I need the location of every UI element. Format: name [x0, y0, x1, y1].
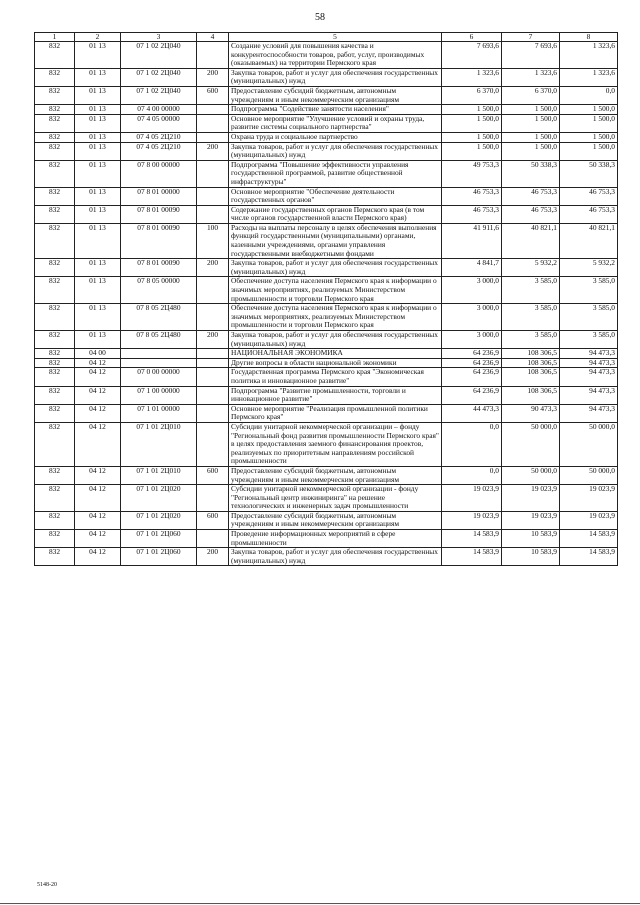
- table-row: [35, 132, 618, 142]
- cell-amount-2023: 5 932,2: [560, 259, 618, 277]
- cell-amount-2022: 6 370,0: [502, 86, 560, 104]
- table-row: [35, 223, 618, 258]
- cell-name: Государственная программа Пермского края "Экономическая политика и инновационное развитие": [229, 368, 442, 386]
- cell-amount-2022: 5 932,2: [502, 259, 560, 277]
- cell-amount-2021: 4 841,7: [442, 259, 502, 277]
- cell-amount-2022: 46 753,3: [502, 187, 560, 205]
- cell-target-article: 07 8 01 00000: [121, 187, 197, 205]
- cell-name: Обеспечение доступа населения Пермского края к информации о значимых мероприятиях, реализуемых Министерством промышленности и торговли Пермского края: [229, 304, 442, 331]
- cell-name: Другие вопросы в области национальной экономики: [229, 358, 442, 368]
- cell-department: 832: [35, 368, 75, 386]
- cell-department: 832: [35, 358, 75, 368]
- cell-section: 04 00: [75, 349, 121, 359]
- cell-amount-2021: 41 911,6: [442, 223, 502, 258]
- cell-amount-2021: 14 583,9: [442, 548, 502, 566]
- cell-department: 832: [35, 331, 75, 349]
- cell-department: 832: [35, 422, 75, 466]
- bottom-rule: [0, 903, 640, 904]
- cell-name: Предоставление субсидий бюджетным, автономным учреждениям и иным некоммерческим организациям: [229, 511, 442, 529]
- header-cell: 1: [35, 33, 75, 42]
- cell-name: Предоставление субсидий бюджетным, автономным учреждениям и иным некоммерческим организациям: [229, 466, 442, 484]
- cell-amount-2021: 64 236,9: [442, 358, 502, 368]
- cell-section: 01 13: [75, 277, 121, 304]
- cell-department: 832: [35, 114, 75, 132]
- cell-expense-type: [197, 205, 229, 223]
- cell-section: 01 13: [75, 105, 121, 115]
- cell-amount-2021: 3 000,0: [442, 331, 502, 349]
- cell-department: 832: [35, 259, 75, 277]
- cell-expense-type: [197, 422, 229, 466]
- cell-expense-type: [197, 105, 229, 115]
- table-row: [35, 205, 618, 223]
- cell-amount-2023: 50 000,0: [560, 422, 618, 466]
- table-row: [35, 68, 618, 86]
- cell-amount-2022: 1 323,6: [502, 68, 560, 86]
- cell-name: Субсидии унитарной некоммерческой организации - фонду "Региональный центр инжиниринга" на решение технологических и инженерных задач промышленности: [229, 485, 442, 512]
- cell-amount-2021: 1 500,0: [442, 142, 502, 160]
- cell-name: Подпрограмма "Повышение эффективности управления государственной программой, развитие общественной инфраструктуры": [229, 160, 442, 187]
- cell-expense-type: [197, 485, 229, 512]
- cell-amount-2023: 94 473,3: [560, 386, 618, 404]
- cell-amount-2022: 50 000,0: [502, 466, 560, 484]
- cell-target-article: 07 1 02 2Ц040: [121, 86, 197, 104]
- cell-amount-2022: 50 338,3: [502, 160, 560, 187]
- cell-section: 01 13: [75, 223, 121, 258]
- cell-amount-2022: 7 693,6: [502, 42, 560, 69]
- cell-department: 832: [35, 404, 75, 422]
- cell-amount-2023: 46 753,3: [560, 205, 618, 223]
- cell-department: 832: [35, 205, 75, 223]
- cell-amount-2021: 6 370,0: [442, 86, 502, 104]
- cell-amount-2022: 3 585,0: [502, 331, 560, 349]
- cell-target-article: 07 8 05 2Ц480: [121, 331, 197, 349]
- table-row: [35, 187, 618, 205]
- cell-expense-type: [197, 358, 229, 368]
- cell-section: 01 13: [75, 114, 121, 132]
- cell-amount-2021: 19 023,9: [442, 511, 502, 529]
- cell-amount-2022: 1 500,0: [502, 114, 560, 132]
- cell-name: Основное мероприятие "Улучшение условий и охраны труда, развитие системы социального партнерства": [229, 114, 442, 132]
- table-row: [35, 386, 618, 404]
- cell-amount-2022: 1 500,0: [502, 105, 560, 115]
- cell-target-article: 07 1 01 2Ц060: [121, 530, 197, 548]
- cell-expense-type: [197, 404, 229, 422]
- cell-amount-2023: 14 583,9: [560, 548, 618, 566]
- cell-section: 01 13: [75, 132, 121, 142]
- cell-section: 01 13: [75, 331, 121, 349]
- cell-name: Закупка товаров, работ и услуг для обеспечения государственных (муниципальных) нужд: [229, 331, 442, 349]
- cell-target-article: 07 4 05 00000: [121, 114, 197, 132]
- table-row: [35, 511, 618, 529]
- cell-section: 04 12: [75, 358, 121, 368]
- cell-expense-type: [197, 368, 229, 386]
- cell-section: 01 13: [75, 304, 121, 331]
- cell-amount-2022: 40 821,1: [502, 223, 560, 258]
- cell-amount-2021: 46 753,3: [442, 205, 502, 223]
- cell-target-article: 07 1 01 2Ц010: [121, 466, 197, 484]
- cell-amount-2023: 94 473,3: [560, 368, 618, 386]
- cell-expense-type: 200: [197, 331, 229, 349]
- cell-name: Закупка товаров, работ и услуг для обеспечения государственных (муниципальных) нужд: [229, 259, 442, 277]
- cell-amount-2022: 3 585,0: [502, 277, 560, 304]
- cell-expense-type: 200: [197, 142, 229, 160]
- cell-amount-2021: 1 500,0: [442, 105, 502, 115]
- cell-amount-2023: 3 585,0: [560, 331, 618, 349]
- cell-amount-2021: 0,0: [442, 466, 502, 484]
- cell-name: Создание условий для повышения качества и конкурентоспособности товаров, работ, услуг, производимых (оказываемых) на территории Пермского края: [229, 42, 442, 69]
- table-row: [35, 259, 618, 277]
- cell-expense-type: [197, 187, 229, 205]
- cell-amount-2022: 108 306,5: [502, 368, 560, 386]
- cell-department: 832: [35, 132, 75, 142]
- cell-expense-type: [197, 132, 229, 142]
- cell-amount-2023: 50 000,0: [560, 466, 618, 484]
- cell-amount-2022: 108 306,5: [502, 358, 560, 368]
- cell-amount-2023: 14 583,9: [560, 530, 618, 548]
- cell-target-article: 07 4 05 2Ц210: [121, 132, 197, 142]
- cell-amount-2021: 46 753,3: [442, 187, 502, 205]
- table-row: [35, 349, 618, 359]
- cell-target-article: 07 8 00 00000: [121, 160, 197, 187]
- cell-name: Содержание государственных органов Пермского края (в том числе органов государственной власти Пермского края): [229, 205, 442, 223]
- cell-section: 04 12: [75, 530, 121, 548]
- table-row: [35, 331, 618, 349]
- cell-amount-2021: 19 023,9: [442, 485, 502, 512]
- cell-name: Расходы на выплаты персоналу в целях обеспечения выполнения функций государственными (муниципальными) органами, казенными учреждениями, органами управления государственными внебюджетными фондами: [229, 223, 442, 258]
- cell-amount-2022: 3 585,0: [502, 304, 560, 331]
- cell-amount-2022: 46 753,3: [502, 205, 560, 223]
- cell-amount-2022: 108 306,5: [502, 349, 560, 359]
- cell-amount-2022: 1 500,0: [502, 142, 560, 160]
- cell-department: 832: [35, 187, 75, 205]
- cell-expense-type: [197, 530, 229, 548]
- table-row: [35, 114, 618, 132]
- header-cell: 2: [75, 33, 121, 42]
- cell-amount-2021: 3 000,0: [442, 304, 502, 331]
- cell-expense-type: 600: [197, 86, 229, 104]
- table-row: [35, 548, 618, 566]
- cell-name: Обеспечение доступа населения Пермского края к информации о значимых мероприятиях, реализуемых Министерством промышленности и торговли Пермского края: [229, 277, 442, 304]
- cell-name: Субсидии унитарной некоммерческой организации – фонду "Региональный фонд развития промышленности Пермского края" в целях предоставления заемного финансирования проектов, реализуемых по приоритетным направлениям российской промышленности: [229, 422, 442, 466]
- header-cell: 5: [229, 33, 442, 42]
- cell-section: 01 13: [75, 259, 121, 277]
- cell-amount-2021: 49 753,3: [442, 160, 502, 187]
- cell-section: 01 13: [75, 86, 121, 104]
- cell-target-article: 07 1 01 2Ц020: [121, 485, 197, 512]
- cell-amount-2022: 19 023,9: [502, 511, 560, 529]
- table-row: [35, 86, 618, 104]
- header-cell: 6: [442, 33, 502, 42]
- cell-name: Проведение информационных мероприятий в сфере промышленности: [229, 530, 442, 548]
- cell-name: Охрана труда и социальное партнерство: [229, 132, 442, 142]
- table-row: [35, 277, 618, 304]
- cell-section: 01 13: [75, 205, 121, 223]
- cell-section: 01 13: [75, 68, 121, 86]
- cell-amount-2021: 64 236,9: [442, 349, 502, 359]
- cell-section: 04 12: [75, 548, 121, 566]
- cell-department: 832: [35, 386, 75, 404]
- cell-name: Закупка товаров, работ и услуг для обеспечения государственных (муниципальных) нужд: [229, 142, 442, 160]
- cell-amount-2023: 94 473,3: [560, 358, 618, 368]
- cell-target-article: 07 1 00 00000: [121, 386, 197, 404]
- cell-amount-2023: 50 338,3: [560, 160, 618, 187]
- cell-expense-type: 600: [197, 511, 229, 529]
- cell-amount-2022: 10 583,9: [502, 530, 560, 548]
- cell-amount-2021: 44 473,3: [442, 404, 502, 422]
- header-cell: 3: [121, 33, 197, 42]
- cell-amount-2023: 1 323,6: [560, 42, 618, 69]
- cell-amount-2022: 10 583,9: [502, 548, 560, 566]
- cell-target-article: 07 1 01 2Ц020: [121, 511, 197, 529]
- cell-department: 832: [35, 530, 75, 548]
- cell-department: 832: [35, 277, 75, 304]
- cell-department: 832: [35, 160, 75, 187]
- cell-amount-2021: 7 693,6: [442, 42, 502, 69]
- cell-section: 01 13: [75, 160, 121, 187]
- cell-amount-2023: 3 585,0: [560, 277, 618, 304]
- cell-expense-type: [197, 42, 229, 69]
- cell-name: Закупка товаров, работ и услуг для обеспечения государственных (муниципальных) нужд: [229, 68, 442, 86]
- cell-amount-2023: 94 473,3: [560, 349, 618, 359]
- cell-expense-type: [197, 160, 229, 187]
- cell-section: 01 13: [75, 42, 121, 69]
- cell-expense-type: [197, 386, 229, 404]
- header-cell: 7: [502, 33, 560, 42]
- cell-target-article: 07 0 00 00000: [121, 368, 197, 386]
- cell-target-article: 07 8 01 00090: [121, 259, 197, 277]
- cell-target-article: 07 1 02 2Ц040: [121, 68, 197, 86]
- table-row: [35, 304, 618, 331]
- cell-name: НАЦИОНАЛЬНАЯ ЭКОНОМИКА: [229, 349, 442, 359]
- cell-target-article: [121, 349, 197, 359]
- cell-department: 832: [35, 142, 75, 160]
- cell-expense-type: [197, 304, 229, 331]
- cell-amount-2023: 1 323,6: [560, 68, 618, 86]
- cell-section: 01 13: [75, 187, 121, 205]
- table-row: [35, 160, 618, 187]
- table-row: [35, 105, 618, 115]
- header-cell: 4: [197, 33, 229, 42]
- cell-section: 01 13: [75, 142, 121, 160]
- cell-amount-2023: 94 473,3: [560, 404, 618, 422]
- cell-expense-type: 200: [197, 548, 229, 566]
- cell-amount-2022: 108 306,5: [502, 386, 560, 404]
- cell-amount-2023: 19 023,9: [560, 511, 618, 529]
- cell-expense-type: 600: [197, 466, 229, 484]
- cell-expense-type: [197, 349, 229, 359]
- table-row: [35, 485, 618, 512]
- cell-expense-type: [197, 277, 229, 304]
- cell-amount-2023: 0,0: [560, 86, 618, 104]
- cell-section: 04 12: [75, 466, 121, 484]
- cell-target-article: 07 8 05 2Ц480: [121, 304, 197, 331]
- cell-section: 04 12: [75, 485, 121, 512]
- cell-target-article: 07 1 01 2Ц060: [121, 548, 197, 566]
- cell-target-article: 07 8 01 00090: [121, 223, 197, 258]
- cell-amount-2023: 3 585,0: [560, 304, 618, 331]
- cell-section: 04 12: [75, 422, 121, 466]
- cell-expense-type: 200: [197, 259, 229, 277]
- cell-amount-2021: 64 236,9: [442, 386, 502, 404]
- cell-department: 832: [35, 68, 75, 86]
- cell-amount-2023: 1 500,0: [560, 132, 618, 142]
- table-row: [35, 404, 618, 422]
- footer-code: 5148-20: [37, 882, 57, 888]
- cell-department: 832: [35, 349, 75, 359]
- cell-amount-2022: 50 000,0: [502, 422, 560, 466]
- page-number: 58: [315, 12, 325, 23]
- table-row: [35, 422, 618, 466]
- header-cell: 8: [560, 33, 618, 42]
- cell-name: Закупка товаров, работ и услуг для обеспечения государственных (муниципальных) нужд: [229, 548, 442, 566]
- cell-name: Основное мероприятие "Обеспечение деятельности государственных органов": [229, 187, 442, 205]
- cell-department: 832: [35, 105, 75, 115]
- cell-amount-2023: 46 753,3: [560, 187, 618, 205]
- cell-target-article: 07 1 01 00000: [121, 404, 197, 422]
- table-row: [35, 530, 618, 548]
- cell-name: Подпрограмма "Развитие промышленности, торговли и инновационное развитие": [229, 386, 442, 404]
- cell-target-article: 07 4 05 2Ц210: [121, 142, 197, 160]
- cell-section: 04 12: [75, 386, 121, 404]
- cell-department: 832: [35, 86, 75, 104]
- cell-department: 832: [35, 42, 75, 69]
- cell-amount-2022: 1 500,0: [502, 132, 560, 142]
- cell-expense-type: 100: [197, 223, 229, 258]
- table-row: [35, 466, 618, 484]
- cell-amount-2021: 1 323,6: [442, 68, 502, 86]
- table-body: [35, 42, 618, 566]
- cell-name: Подпрограмма "Содействие занятости населения": [229, 105, 442, 115]
- cell-name: Предоставление субсидий бюджетным, автономным учреждениям и иным некоммерческим организациям: [229, 86, 442, 104]
- cell-name: Основное мероприятие "Реализация промышленной политики Пермского края": [229, 404, 442, 422]
- table-row: [35, 142, 618, 160]
- cell-department: 832: [35, 304, 75, 331]
- cell-amount-2023: 19 023,9: [560, 485, 618, 512]
- budget-table: [34, 32, 618, 566]
- cell-department: 832: [35, 485, 75, 512]
- cell-amount-2021: 0,0: [442, 422, 502, 466]
- table-row: [35, 42, 618, 69]
- cell-target-article: 07 1 01 2Ц010: [121, 422, 197, 466]
- cell-department: 832: [35, 548, 75, 566]
- cell-amount-2022: 90 473,3: [502, 404, 560, 422]
- cell-amount-2023: 1 500,0: [560, 105, 618, 115]
- cell-amount-2021: 3 000,0: [442, 277, 502, 304]
- cell-section: 04 12: [75, 404, 121, 422]
- cell-amount-2021: 1 500,0: [442, 132, 502, 142]
- cell-section: 04 12: [75, 368, 121, 386]
- cell-expense-type: 200: [197, 68, 229, 86]
- cell-target-article: 07 8 01 00090: [121, 205, 197, 223]
- cell-amount-2021: 64 236,9: [442, 368, 502, 386]
- cell-section: 04 12: [75, 511, 121, 529]
- cell-target-article: 07 1 02 2Ц040: [121, 42, 197, 69]
- cell-amount-2021: 1 500,0: [442, 114, 502, 132]
- cell-department: 832: [35, 511, 75, 529]
- cell-amount-2023: 40 821,1: [560, 223, 618, 258]
- table-row: [35, 368, 618, 386]
- cell-amount-2023: 1 500,0: [560, 114, 618, 132]
- cell-target-article: 07 8 05 00000: [121, 277, 197, 304]
- cell-expense-type: [197, 114, 229, 132]
- cell-target-article: 07 4 00 00000: [121, 105, 197, 115]
- cell-amount-2021: 14 583,9: [442, 530, 502, 548]
- cell-department: 832: [35, 466, 75, 484]
- cell-amount-2022: 19 023,9: [502, 485, 560, 512]
- cell-amount-2023: 1 500,0: [560, 142, 618, 160]
- cell-department: 832: [35, 223, 75, 258]
